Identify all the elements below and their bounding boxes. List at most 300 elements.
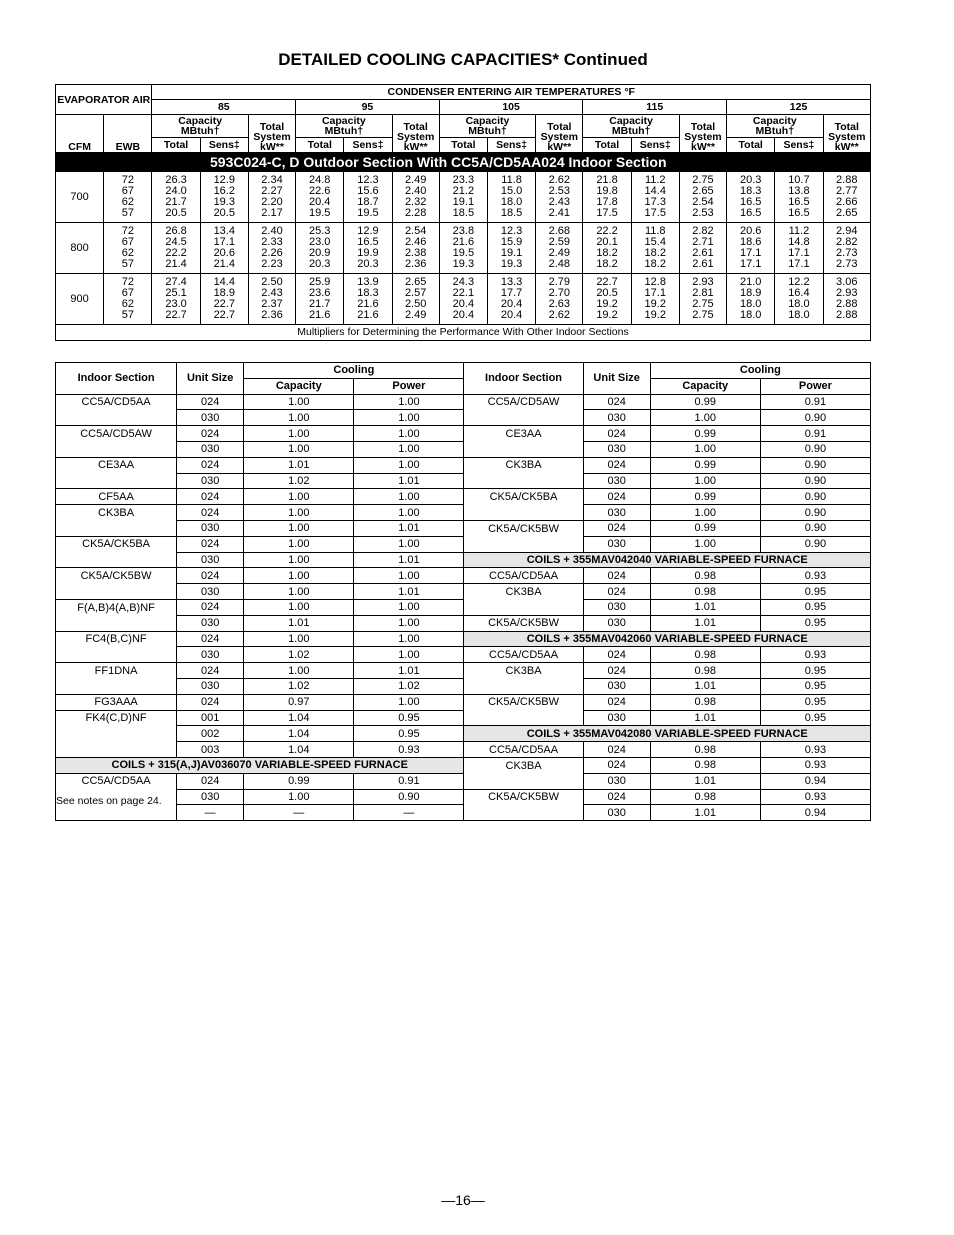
temp-header: 125 xyxy=(727,100,871,115)
capacity-multiplier: 1.01 xyxy=(244,615,354,631)
unit-size: 030 xyxy=(583,615,650,631)
unit-size-header: Unit Size xyxy=(583,363,650,395)
power-multiplier: 1.00 xyxy=(354,568,464,584)
capacity-multiplier: 0.98 xyxy=(650,789,760,805)
capacity-multiplier: 1.01 xyxy=(650,599,760,615)
indoor-section-name: CK5A/CK5BW xyxy=(464,520,583,536)
multiplier-row xyxy=(56,694,871,710)
power-multiplier: 0.93 xyxy=(760,789,870,805)
sens-header: Sens‡ xyxy=(775,138,823,153)
indoor-section-name: CC5A/CD5AA xyxy=(464,647,583,663)
indoor-section-name: FF1DNA xyxy=(56,663,177,679)
data-value: 10.7 13.8 16.5 16.5 xyxy=(775,172,823,223)
temp-header: 85 xyxy=(152,100,296,115)
notes-text: See notes on page 24. xyxy=(56,795,162,807)
capacity-header: Capacity MBtuh† xyxy=(296,115,392,138)
total-header: Total xyxy=(727,138,775,153)
unit-size: 030 xyxy=(177,473,244,489)
unit-size: 030 xyxy=(177,410,244,426)
power-header: Power xyxy=(760,378,870,394)
power-multiplier: 1.02 xyxy=(354,678,464,694)
power-multiplier: 0.95 xyxy=(760,710,870,726)
unit-size: 002 xyxy=(177,726,244,742)
power-multiplier: — xyxy=(354,805,464,821)
indoor-section-name xyxy=(464,678,583,694)
data-value: 12.9 16.5 19.9 20.3 xyxy=(344,223,392,274)
data-value: 23.3 21.2 19.1 18.5 xyxy=(439,172,487,223)
indoor-section-name xyxy=(56,520,177,536)
power-multiplier: 0.90 xyxy=(760,520,870,536)
power-multiplier: 0.95 xyxy=(760,615,870,631)
unit-size: 024 xyxy=(583,757,650,773)
indoor-section-name: CK5A/CK5BA xyxy=(464,489,583,505)
indoor-section-name: CC5A/CD5AW xyxy=(464,394,583,410)
power-multiplier: 0.90 xyxy=(760,505,870,521)
indoor-section-header: Indoor Section xyxy=(56,363,177,395)
unit-size: 030 xyxy=(583,805,650,821)
data-value: 2.82 2.71 2.61 2.61 xyxy=(679,223,726,274)
unit-size: 030 xyxy=(177,789,244,805)
capacity-multiplier: 0.98 xyxy=(650,647,760,663)
capacity-multiplier: 1.02 xyxy=(244,678,354,694)
unit-size: 030 xyxy=(583,410,650,426)
data-value: 12.3 15.6 18.7 19.5 xyxy=(344,172,392,223)
total-system-header: Total System kW** xyxy=(392,115,439,153)
condenser-temps-header: CONDENSER ENTERING AIR TEMPERATURES °F xyxy=(152,85,871,100)
unit-size: 024 xyxy=(177,536,244,552)
data-value: 3.06 2.93 2.88 2.88 xyxy=(823,274,870,325)
unit-size: 024 xyxy=(177,599,244,615)
unit-size: 024 xyxy=(177,426,244,442)
unit-size: 024 xyxy=(177,773,244,789)
unit-size: 024 xyxy=(177,394,244,410)
total-system-header: Total System kW** xyxy=(536,115,583,153)
capacity-multiplier: 1.04 xyxy=(244,742,354,758)
capacity-header: Capacity MBtuh† xyxy=(727,115,823,138)
data-value: 25.9 23.6 21.7 21.6 xyxy=(296,274,344,325)
indoor-section-name xyxy=(56,552,177,568)
power-multiplier: 0.91 xyxy=(760,394,870,410)
capacity-multiplier: 0.98 xyxy=(650,742,760,758)
indoor-section-name: CK3BA xyxy=(464,457,583,473)
capacity-multiplier: 0.99 xyxy=(650,520,760,536)
data-value: 24.8 22.6 20.4 19.5 xyxy=(296,172,344,223)
data-value: 2.68 2.59 2.49 2.48 xyxy=(536,223,583,274)
multiplier-row xyxy=(56,726,871,742)
capacity-multiplier: 0.99 xyxy=(244,773,354,789)
ewb-values: 72 67 62 57 xyxy=(104,223,152,274)
data-row xyxy=(56,172,871,223)
capacity-header: Capacity xyxy=(244,378,354,394)
capacity-multiplier: 0.97 xyxy=(244,694,354,710)
multiplier-row xyxy=(56,536,871,552)
multiplier-row xyxy=(56,426,871,442)
indoor-section-name: CK5A/CK5BW xyxy=(464,615,583,631)
indoor-section-name: CK3BA xyxy=(464,757,583,773)
multiplier-row xyxy=(56,710,871,726)
capacity-multiplier: 1.02 xyxy=(244,473,354,489)
power-multiplier: 0.94 xyxy=(760,805,870,821)
capacity-multiplier: 1.01 xyxy=(650,615,760,631)
unit-size: 024 xyxy=(177,694,244,710)
data-value: 11.2 14.8 17.1 17.1 xyxy=(775,223,823,274)
indoor-section-header: Indoor Section xyxy=(464,363,583,395)
capacity-multiplier: 1.00 xyxy=(244,410,354,426)
cfm-value: 800 xyxy=(56,223,104,274)
data-value: 11.8 15.0 18.0 18.5 xyxy=(487,172,535,223)
unit-size: 024 xyxy=(177,457,244,473)
capacity-multiplier: 1.00 xyxy=(650,473,760,489)
indoor-section-name: FC4(B,C)NF xyxy=(56,631,177,647)
data-value: 20.6 18.6 17.1 17.1 xyxy=(727,223,775,274)
power-multiplier: 1.00 xyxy=(354,394,464,410)
data-value: 2.40 2.33 2.26 2.23 xyxy=(248,223,295,274)
multiplier-row xyxy=(56,805,871,821)
unit-size: 030 xyxy=(177,647,244,663)
power-multiplier: 1.00 xyxy=(354,410,464,426)
capacity-multiplier: 0.98 xyxy=(650,757,760,773)
indoor-section-name: CC5A/CD5AA xyxy=(56,773,177,789)
unit-size: 024 xyxy=(177,505,244,521)
capacity-multiplier: 1.00 xyxy=(244,631,354,647)
unit-size: 024 xyxy=(583,694,650,710)
power-multiplier: 0.95 xyxy=(760,584,870,600)
power-multiplier: 0.93 xyxy=(760,647,870,663)
indoor-section-name xyxy=(464,410,583,426)
indoor-section-name: CC5A/CD5AA xyxy=(464,568,583,584)
indoor-section-name: CC5A/CD5AA xyxy=(56,394,177,410)
header-row-2 xyxy=(56,100,871,115)
furnace-section-header: COILS + 315(A,J)AV036070 VARIABLE-SPEED FURNACE xyxy=(56,757,464,773)
indoor-section-name: F(A,B)4(A,B)NF xyxy=(56,599,177,615)
unit-size: 030 xyxy=(583,710,650,726)
power-multiplier: 0.93 xyxy=(760,568,870,584)
unit-size: 024 xyxy=(583,489,650,505)
unit-size: 030 xyxy=(177,441,244,457)
capacity-multiplier: 0.98 xyxy=(650,663,760,679)
unit-size: 030 xyxy=(177,615,244,631)
furnace-section-header: COILS + 355MAV042040 VARIABLE-SPEED FURNACE xyxy=(464,552,871,568)
power-header: Power xyxy=(354,378,464,394)
capacity-header: Capacity MBtuh† xyxy=(583,115,679,138)
total-header: Total xyxy=(439,138,487,153)
page-number: —16— xyxy=(441,1192,485,1208)
sens-header: Sens‡ xyxy=(344,138,392,153)
indoor-section-name xyxy=(464,505,583,521)
indoor-section-name: CF5AA xyxy=(56,489,177,505)
unit-size: 024 xyxy=(583,394,650,410)
multiplier-row xyxy=(56,520,871,536)
furnace-section-header: COILS + 355MAV042080 VARIABLE-SPEED FURNACE xyxy=(464,726,871,742)
data-value: 2.50 2.43 2.37 2.36 xyxy=(248,274,295,325)
indoor-section-name: CK3BA xyxy=(464,663,583,679)
data-value: 11.2 14.4 17.3 17.5 xyxy=(631,172,679,223)
unit-size: 030 xyxy=(583,678,650,694)
unit-size: 024 xyxy=(583,647,650,663)
multiplier-row xyxy=(56,441,871,457)
power-multiplier: 1.01 xyxy=(354,520,464,536)
data-value: 11.8 15.4 18.2 18.2 xyxy=(631,223,679,274)
capacity-multiplier: 1.00 xyxy=(244,520,354,536)
multiplier-row xyxy=(56,773,871,789)
indoor-section-name xyxy=(56,742,177,758)
data-value: 2.88 2.77 2.66 2.65 xyxy=(823,172,870,223)
total-system-header: Total System kW** xyxy=(679,115,726,153)
indoor-section-name: FK4(C,D)NF xyxy=(56,710,177,726)
unit-size: 030 xyxy=(177,552,244,568)
data-value: 2.75 2.65 2.54 2.53 xyxy=(679,172,726,223)
data-value: 24.3 22.1 20.4 20.4 xyxy=(439,274,487,325)
unit-size: 024 xyxy=(583,584,650,600)
multiplier-row xyxy=(56,584,871,600)
unit-size: 030 xyxy=(583,473,650,489)
capacity-multiplier: 0.98 xyxy=(650,568,760,584)
capacity-multiplier: 1.01 xyxy=(650,678,760,694)
indoor-section-name: CK3BA xyxy=(56,505,177,521)
total-system-header: Total System kW** xyxy=(823,115,870,153)
capacity-multiplier: 0.98 xyxy=(650,694,760,710)
power-multiplier: 0.93 xyxy=(760,757,870,773)
unit-size: 024 xyxy=(583,568,650,584)
sens-header: Sens‡ xyxy=(200,138,248,153)
data-value: 25.3 23.0 20.9 20.3 xyxy=(296,223,344,274)
data-value: 22.2 20.1 18.2 18.2 xyxy=(583,223,631,274)
power-multiplier: 1.00 xyxy=(354,505,464,521)
multiplier-row xyxy=(56,631,871,647)
capacity-header: Capacity MBtuh† xyxy=(439,115,535,138)
indoor-section-name xyxy=(464,599,583,615)
power-multiplier: 1.01 xyxy=(354,663,464,679)
ewb-header: EWB xyxy=(104,115,152,153)
unit-size: 030 xyxy=(177,584,244,600)
power-multiplier: 0.90 xyxy=(760,489,870,505)
indoor-section-name xyxy=(464,441,583,457)
power-multiplier: 1.00 xyxy=(354,426,464,442)
data-value: 2.34 2.27 2.20 2.17 xyxy=(248,172,295,223)
capacity-header: Capacity xyxy=(650,378,760,394)
data-value: 14.4 18.9 22.7 22.7 xyxy=(200,274,248,325)
unit-size: 024 xyxy=(177,568,244,584)
multiplier-row xyxy=(56,599,871,615)
multipliers-table xyxy=(55,362,871,821)
cooling-header: Cooling xyxy=(244,363,464,379)
data-value: 23.8 21.6 19.5 19.3 xyxy=(439,223,487,274)
indoor-section-name xyxy=(464,773,583,789)
capacity-multiplier: 1.00 xyxy=(650,505,760,521)
data-value: 12.8 17.1 19.2 19.2 xyxy=(631,274,679,325)
data-value: 13.9 18.3 21.6 21.6 xyxy=(344,274,392,325)
indoor-section-name xyxy=(56,410,177,426)
multiplier-row xyxy=(56,473,871,489)
data-value: 2.49 2.40 2.32 2.28 xyxy=(392,172,439,223)
power-multiplier: 0.93 xyxy=(760,742,870,758)
data-value: 26.8 24.5 22.2 21.4 xyxy=(152,223,200,274)
unit-size: 024 xyxy=(583,457,650,473)
capacity-multiplier: 1.04 xyxy=(244,726,354,742)
multiplier-row xyxy=(56,505,871,521)
capacity-multiplier: 1.00 xyxy=(244,568,354,584)
total-header: Total xyxy=(152,138,200,153)
power-multiplier: 1.00 xyxy=(354,457,464,473)
unit-size: 030 xyxy=(583,505,650,521)
capacity-multiplier: 1.01 xyxy=(244,457,354,473)
capacity-multiplier: — xyxy=(244,805,354,821)
unit-size: 024 xyxy=(177,663,244,679)
power-multiplier: 1.00 xyxy=(354,647,464,663)
data-value: 2.79 2.70 2.63 2.62 xyxy=(536,274,583,325)
power-multiplier: 1.01 xyxy=(354,473,464,489)
data-value: 26.3 24.0 21.7 20.5 xyxy=(152,172,200,223)
capacity-multiplier: 1.00 xyxy=(244,584,354,600)
multiplier-row xyxy=(56,663,871,679)
temp-header: 105 xyxy=(439,100,583,115)
sens-header: Sens‡ xyxy=(487,138,535,153)
capacity-multiplier: 1.00 xyxy=(650,536,760,552)
total-header: Total xyxy=(296,138,344,153)
indoor-section-name: FG3AAA xyxy=(56,694,177,710)
indoor-section-name xyxy=(56,584,177,600)
capacity-multiplier: 1.00 xyxy=(244,599,354,615)
power-multiplier: 0.95 xyxy=(354,710,464,726)
data-value: 12.2 16.4 18.0 18.0 xyxy=(775,274,823,325)
indoor-section-name xyxy=(464,805,583,821)
capacity-header: Capacity MBtuh† xyxy=(152,115,248,138)
multiplier-row xyxy=(56,489,871,505)
section-banner: 593C024-C, D Outdoor Section With CC5A/CD5AA024 Indoor Section xyxy=(56,152,871,172)
power-multiplier: 0.95 xyxy=(760,694,870,710)
unit-size: 024 xyxy=(583,520,650,536)
power-multiplier: 0.95 xyxy=(760,663,870,679)
multiplier-row xyxy=(56,552,871,568)
capacity-multiplier: 0.99 xyxy=(650,489,760,505)
multipliers-title-row xyxy=(56,325,871,341)
capacity-multiplier: 0.99 xyxy=(650,426,760,442)
cfm-header: CFM xyxy=(56,115,104,153)
header-row-4 xyxy=(56,138,871,153)
unit-size: 024 xyxy=(583,426,650,442)
data-value: 20.3 18.3 16.5 16.5 xyxy=(727,172,775,223)
furnace-section-header: COILS + 355MAV042060 VARIABLE-SPEED FURNACE xyxy=(464,631,871,647)
indoor-section-name: CK5A/CK5BW xyxy=(56,568,177,584)
data-value: 2.54 2.46 2.38 2.36 xyxy=(392,223,439,274)
data-value: 21.8 19.8 17.8 17.5 xyxy=(583,172,631,223)
power-multiplier: 0.90 xyxy=(760,410,870,426)
power-multiplier: 0.90 xyxy=(354,789,464,805)
data-value: 22.7 20.5 19.2 19.2 xyxy=(583,274,631,325)
data-value: 12.9 16.2 19.3 20.5 xyxy=(200,172,248,223)
indoor-section-name xyxy=(56,647,177,663)
unit-size: 001 xyxy=(177,710,244,726)
power-multiplier: 0.94 xyxy=(760,773,870,789)
total-header: Total xyxy=(583,138,631,153)
indoor-section-name xyxy=(56,726,177,742)
unit-size: 003 xyxy=(177,742,244,758)
data-value: 27.4 25.1 23.0 22.7 xyxy=(152,274,200,325)
multiplier-row xyxy=(56,757,871,773)
header-row-1 xyxy=(56,85,871,100)
indoor-section-name: CK5A/CK5BW xyxy=(464,694,583,710)
capacity-multiplier: 1.00 xyxy=(244,663,354,679)
total-system-header: Total System kW** xyxy=(248,115,295,153)
unit-size: 024 xyxy=(583,742,650,758)
indoor-section-name xyxy=(56,615,177,631)
multiplier-row xyxy=(56,678,871,694)
power-multiplier: 0.91 xyxy=(760,426,870,442)
power-multiplier: 1.00 xyxy=(354,441,464,457)
evaporator-air-header: EVAPORATOR AIR xyxy=(56,85,152,115)
data-value: 21.0 18.9 18.0 18.0 xyxy=(727,274,775,325)
capacity-multiplier: 1.01 xyxy=(650,773,760,789)
capacity-multiplier: 1.00 xyxy=(244,441,354,457)
data-value: 2.94 2.82 2.73 2.73 xyxy=(823,223,870,274)
capacity-multiplier: 1.00 xyxy=(244,489,354,505)
power-multiplier: 1.00 xyxy=(354,489,464,505)
multiplier-row xyxy=(56,394,871,410)
ewb-values: 72 67 62 57 xyxy=(104,274,152,325)
capacity-multiplier: 0.98 xyxy=(650,584,760,600)
power-multiplier: 1.01 xyxy=(354,552,464,568)
capacity-multiplier: 0.99 xyxy=(650,457,760,473)
indoor-section-name xyxy=(56,678,177,694)
capacity-multiplier: 1.00 xyxy=(244,505,354,521)
multiplier-row xyxy=(56,742,871,758)
power-multiplier: 1.00 xyxy=(354,631,464,647)
indoor-section-name: CK5A/CK5BA xyxy=(56,536,177,552)
power-multiplier: 0.90 xyxy=(760,457,870,473)
power-multiplier: 0.95 xyxy=(760,599,870,615)
temp-header: 95 xyxy=(296,100,440,115)
data-row xyxy=(56,274,871,325)
temp-header: 115 xyxy=(583,100,727,115)
power-multiplier: 0.91 xyxy=(354,773,464,789)
multiplier-row xyxy=(56,615,871,631)
unit-size: 024 xyxy=(583,789,650,805)
unit-size-header: Unit Size xyxy=(177,363,244,395)
page-title: DETAILED COOLING CAPACITIES* Continued xyxy=(278,50,648,69)
capacity-multiplier: 1.00 xyxy=(244,789,354,805)
indoor-section-name: CC5A/CD5AW xyxy=(56,426,177,442)
unit-size: 030 xyxy=(177,520,244,536)
ewb-values: 72 67 62 57 xyxy=(104,172,152,223)
power-multiplier: 0.90 xyxy=(760,441,870,457)
capacity-multiplier: 1.02 xyxy=(244,647,354,663)
unit-size: 024 xyxy=(177,631,244,647)
multipliers-title: Multipliers for Determining the Performance With Other Indoor Sections xyxy=(56,325,871,341)
indoor-section-name xyxy=(56,441,177,457)
unit-size: 024 xyxy=(583,663,650,679)
indoor-section-name: CC5A/CD5AA xyxy=(464,742,583,758)
power-multiplier: 0.95 xyxy=(760,678,870,694)
unit-size: 030 xyxy=(177,678,244,694)
capacity-multiplier: 1.00 xyxy=(244,536,354,552)
unit-size: 030 xyxy=(583,599,650,615)
data-value: 12.3 15.9 19.1 19.3 xyxy=(487,223,535,274)
power-multiplier: 1.00 xyxy=(354,694,464,710)
data-value: 13.3 17.7 20.4 20.4 xyxy=(487,274,535,325)
indoor-section-name: CK3BA xyxy=(464,584,583,600)
capacity-multiplier: 1.00 xyxy=(650,410,760,426)
power-multiplier: 0.90 xyxy=(760,473,870,489)
data-value: 13.4 17.1 20.6 21.4 xyxy=(200,223,248,274)
indoor-section-name: CE3AA xyxy=(464,426,583,442)
indoor-section-name xyxy=(464,710,583,726)
capacity-multiplier: 1.00 xyxy=(244,394,354,410)
multiplier-row xyxy=(56,410,871,426)
header-row-3 xyxy=(56,115,871,138)
capacity-multiplier: 1.01 xyxy=(650,710,760,726)
power-multiplier: 0.93 xyxy=(354,742,464,758)
mult-header-row-1 xyxy=(56,363,871,379)
